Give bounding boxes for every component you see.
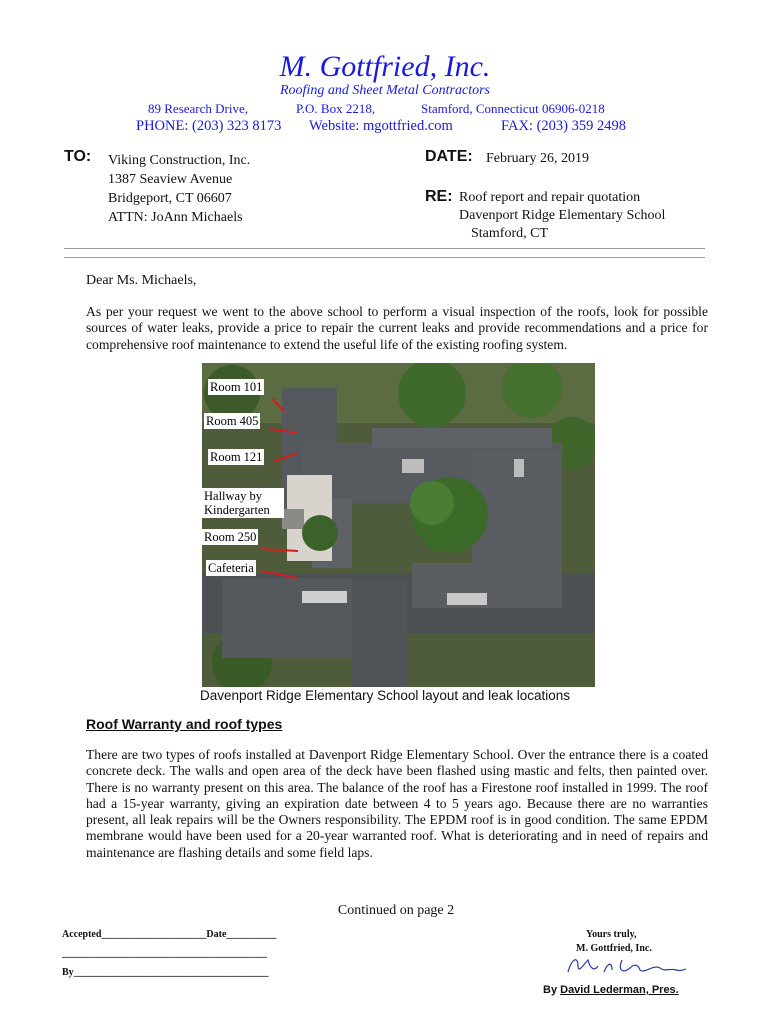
re-line: Roof report and repair quotation <box>459 190 641 205</box>
warranty-paragraph: There are two types of roofs installed at Davenport Ridge Elementary School. Over the entrance there is a coated concrete deck. The walls and open area of the deck have been flashed using mastic and felts, then painted over. There is no warranty present on this area. The balance of the roof has a Firestone roof installed in 1999. The roof had a 15-year warranty, giving an expiration date between 4 to 5 years ago. Because there are no warranties present, all leak repairs will be the Owners responsibility. The EPDM roof is in good condition. The same EPDM membrane would have been used for a 20-year warranted roof. What is deteriorating and in need of repairs and maintenance are flashing details and some field laps. <box>86 747 708 860</box>
to-label: TO: <box>64 148 92 165</box>
to-line: Viking Construction, Inc. <box>108 153 251 168</box>
blank-line: _________________________________________ <box>62 948 267 959</box>
date-value: February 26, 2019 <box>486 151 590 166</box>
to-line: 1387 Seaview Avenue <box>108 172 233 187</box>
city-address: Stamford, Connecticut 06906-0218 <box>421 101 605 116</box>
signer-company: M. Gottfried, Inc. <box>576 943 652 954</box>
intro-paragraph: As per your request we went to the above school to perform a visual inspection of the roofs, look for possible sources of water leaks, provide a price to repair the current leaks and provide recommendations and a price for comprehensive roof maintenance to extend the useful life of the existing roofing system. <box>86 304 708 352</box>
aerial-photo <box>202 363 595 687</box>
photo-label: Room 405 <box>206 414 259 428</box>
photo-label: Hallway by Kindergarten <box>202 488 284 518</box>
re-label: RE: <box>425 188 453 205</box>
signer-name: David Lederman, Pres. <box>560 984 679 996</box>
salutation: Dear Ms. Michaels, <box>86 273 197 288</box>
signature <box>564 952 688 982</box>
signer-block <box>543 984 679 996</box>
continued-note: Continued on page 2 <box>337 903 455 918</box>
photo-label: Room 101 <box>210 380 263 394</box>
photo-caption: Davenport Ridge Elementary School layout and leak locations <box>200 688 570 703</box>
closing: Yours truly, <box>586 929 637 940</box>
photo-label: Room 121 <box>210 450 263 464</box>
photo-label: Room 250 <box>204 530 257 544</box>
divider <box>64 257 705 258</box>
accepted-line: Accepted_____________________Date__________ <box>62 929 277 940</box>
re-line: Davenport Ridge Elementary School <box>459 208 666 223</box>
company-tagline: Roofing and Sheet Metal Contractors <box>280 83 490 98</box>
to-line: Bridgeport, CT 06607 <box>108 191 232 206</box>
street-address: 89 Research Drive, <box>148 101 248 116</box>
website: Website: mgottfried.com <box>309 118 453 134</box>
phone-number: PHONE: (203) 323 8173 <box>136 118 282 134</box>
fax-number: FAX: (203) 359 2498 <box>501 118 626 134</box>
photo-label: Cafeteria <box>208 561 254 575</box>
divider <box>64 248 705 249</box>
po-box: P.O. Box 2218, <box>296 101 376 116</box>
to-address <box>108 151 250 227</box>
by-prefix: By <box>543 984 561 996</box>
section-heading: Roof Warranty and roof types <box>86 716 283 732</box>
to-line: ATTN: JoAnn Michaels <box>108 210 243 225</box>
date-label: DATE: <box>425 148 473 165</box>
company-name: M. Gottfried, Inc. <box>279 50 491 83</box>
by-line: By_______________________________________ <box>62 967 269 978</box>
re-line: Stamford, CT <box>471 226 548 241</box>
